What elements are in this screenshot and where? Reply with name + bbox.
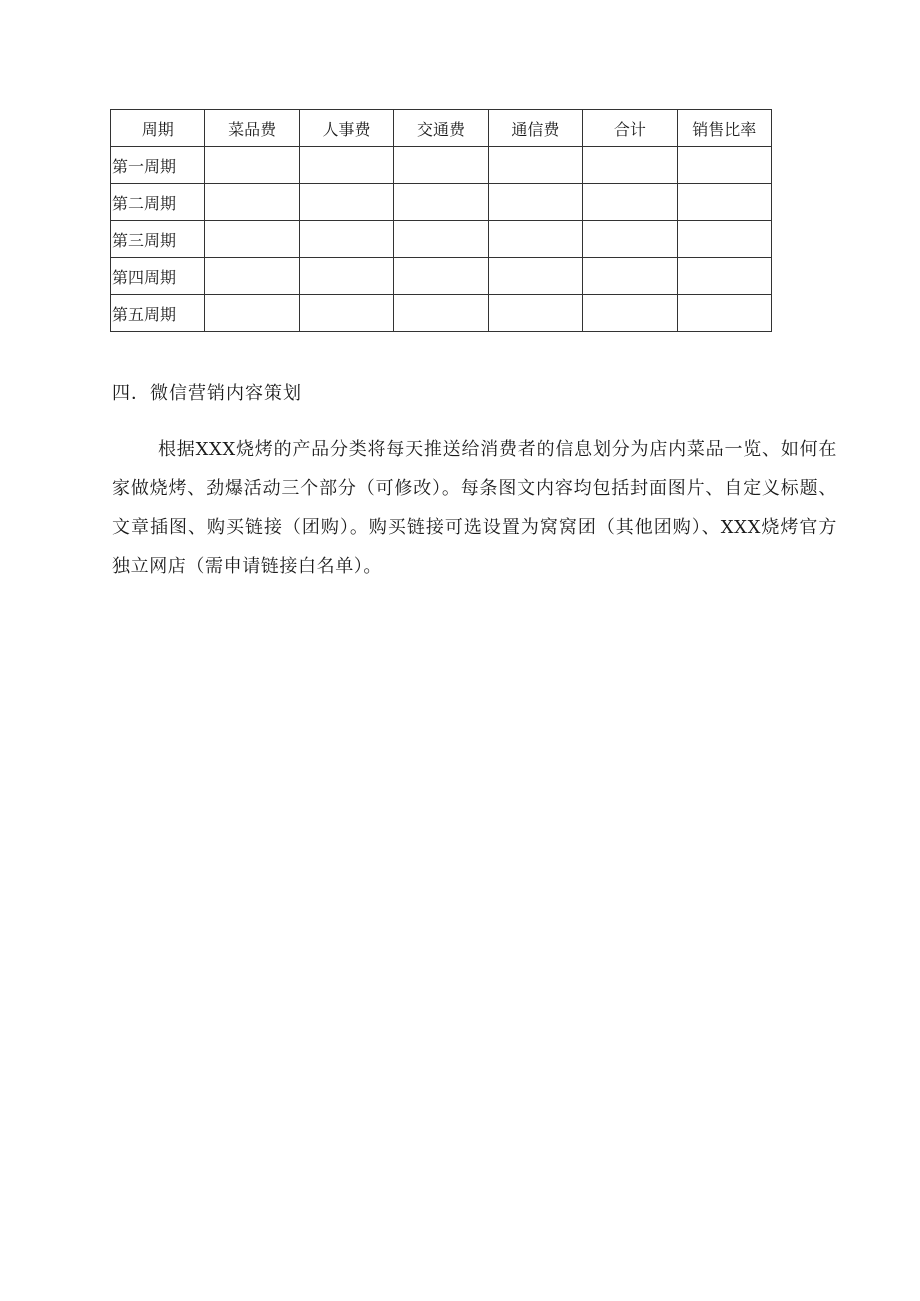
table-cell: [488, 258, 582, 295]
row-label: 第三周期: [111, 221, 205, 258]
table-cell: [394, 147, 488, 184]
table-cell: [583, 295, 677, 332]
table-cell: [583, 221, 677, 258]
table-cell: [677, 147, 771, 184]
table-cell: [299, 258, 393, 295]
table-cell: [205, 221, 299, 258]
header-cell-transport-cost: 交通费: [394, 110, 488, 147]
table-row: [111, 258, 772, 295]
table-cell: [205, 295, 299, 332]
table-cell: [488, 184, 582, 221]
table-row: [111, 147, 772, 184]
header-cell-food-cost: 菜品费: [205, 110, 299, 147]
table-cell: [205, 258, 299, 295]
row-label: 第一周期: [111, 147, 205, 184]
body-paragraph: 根据XXX烧烤的产品分类将每天推送给消费者的信息划分为店内菜品一览、如何在家做烧烤、劲爆活动三个部分（可修改）。每条图文内容均包括封面图片、自定义标题、文章插图、购买链接（团购）。购买链接可选设置为窝窝团（其他团购）、XXX烧烤官方独立网店（需申请链接白名单）。: [112, 439, 837, 577]
table-cell: [677, 258, 771, 295]
table-row: [111, 184, 772, 221]
table-cell: [394, 295, 488, 332]
table-cell: [299, 147, 393, 184]
table-cell: [205, 184, 299, 221]
cost-table: [110, 109, 772, 332]
header-cell-personnel-cost: 人事费: [299, 110, 393, 147]
row-label: 第五周期: [111, 295, 205, 332]
table-cell: [677, 295, 771, 332]
table-row: [111, 221, 772, 258]
header-cell-period: 周期: [111, 110, 205, 147]
table-cell: [677, 184, 771, 221]
table-cell: [488, 295, 582, 332]
table-cell: [394, 184, 488, 221]
table-cell: [583, 147, 677, 184]
row-label: 第四周期: [111, 258, 205, 295]
row-label: 第二周期: [111, 184, 205, 221]
table-cell: [205, 147, 299, 184]
table-cell: [488, 147, 582, 184]
table-cell: [299, 295, 393, 332]
table-header-row: [111, 110, 772, 147]
header-cell-communication-cost: 通信费: [488, 110, 582, 147]
table-cell: [488, 221, 582, 258]
table-cell: [583, 258, 677, 295]
section-heading: 四．微信营销内容策划: [112, 383, 302, 404]
header-cell-sales-ratio: 销售比率: [677, 110, 771, 147]
header-cell-total: 合计: [583, 110, 677, 147]
table-cell: [394, 258, 488, 295]
table-cell: [299, 221, 393, 258]
table-row: [111, 295, 772, 332]
table-cell: [583, 184, 677, 221]
table-cell: [299, 184, 393, 221]
table-cell: [677, 221, 771, 258]
table-cell: [394, 221, 488, 258]
